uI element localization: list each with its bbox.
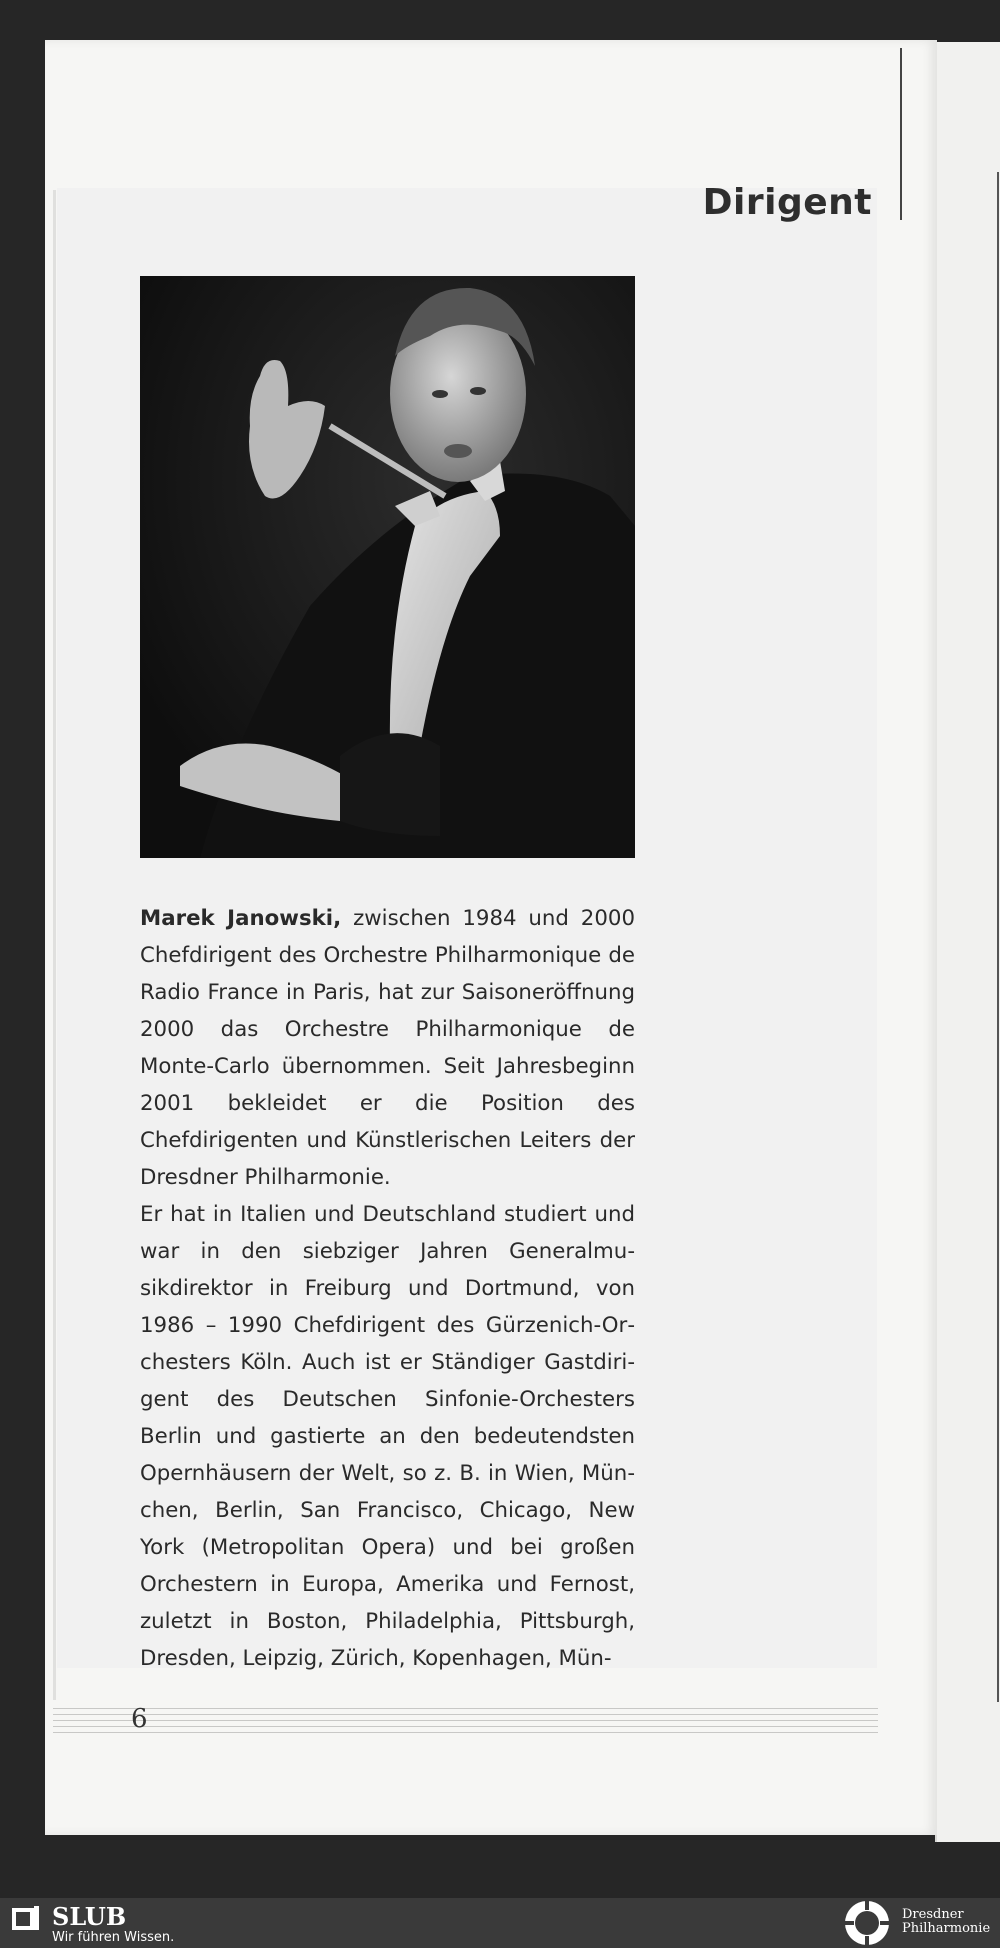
biography-text bbox=[140, 900, 635, 1677]
bio-paragraph-2: Er hat in Italien und Deutschland studiert und war in den siebziger Jahren Generalmusikdirektor in Freiburg und Dortmund, von 1986 – 1990 Chefdirigent des Gürzenich-Orchesters Köln. Auch ist er Ständiger Gastdirigent des Deutschen Sinfonie-Orchesters Berlin und gastierte an den bedeutendsten Opernhäusern der Welt, so z. B. in Wien, München, Berlin, San Francisco, Chicago, New York (Metropolitan Opera) und bei großen Orchestern in Europa, Amerika und Fernost, zuletzt in Boston, Philadelphia, Pittsburgh, Dresden, Leipzig, Zürich, Kopenhagen, Mün- bbox=[140, 1202, 635, 1671]
conductor-name: Marek Janowski, bbox=[140, 906, 342, 931]
booklet-page bbox=[45, 40, 937, 1835]
page-edge-shadow bbox=[53, 190, 56, 1700]
partner-line-1: Dresdner bbox=[902, 1907, 964, 1922]
star-emblem-icon bbox=[842, 1898, 892, 1948]
footer-rules bbox=[53, 1708, 878, 1744]
slub-footer-bar bbox=[0, 1898, 1000, 1948]
adjacent-page-rule bbox=[997, 172, 999, 1702]
partner-line-2: Philharmonie bbox=[902, 1921, 991, 1936]
bio-paragraph-1-text: zwischen 1984 und 2000 Chefdirigent des Orchestre Philharmonique de Radio France in Paris, hat zur Saisoneröffnung 2000 das Orchestre Philharmonique de Monte-Carlo übernommen. Seit Jahresbeginn 2001 bekleidet er die Position des Chefdirigenten und Künstlerischen Leiters der Dresdner Philharmonie. bbox=[140, 906, 635, 1190]
dresdner-philharmonie-label bbox=[902, 1908, 990, 1936]
slub-name: SLUB bbox=[52, 1902, 127, 1931]
slub-tagline: Wir führen Wissen. bbox=[52, 1930, 175, 1945]
fold-line bbox=[900, 48, 902, 220]
book-icon bbox=[12, 1906, 40, 1932]
section-title: Dirigent bbox=[702, 182, 872, 223]
bio-paragraph-1 bbox=[140, 900, 635, 1196]
adjacent-page-edge bbox=[935, 42, 1000, 1842]
conductor-portrait-photo bbox=[140, 276, 635, 858]
page-number: 6 bbox=[131, 1704, 148, 1734]
